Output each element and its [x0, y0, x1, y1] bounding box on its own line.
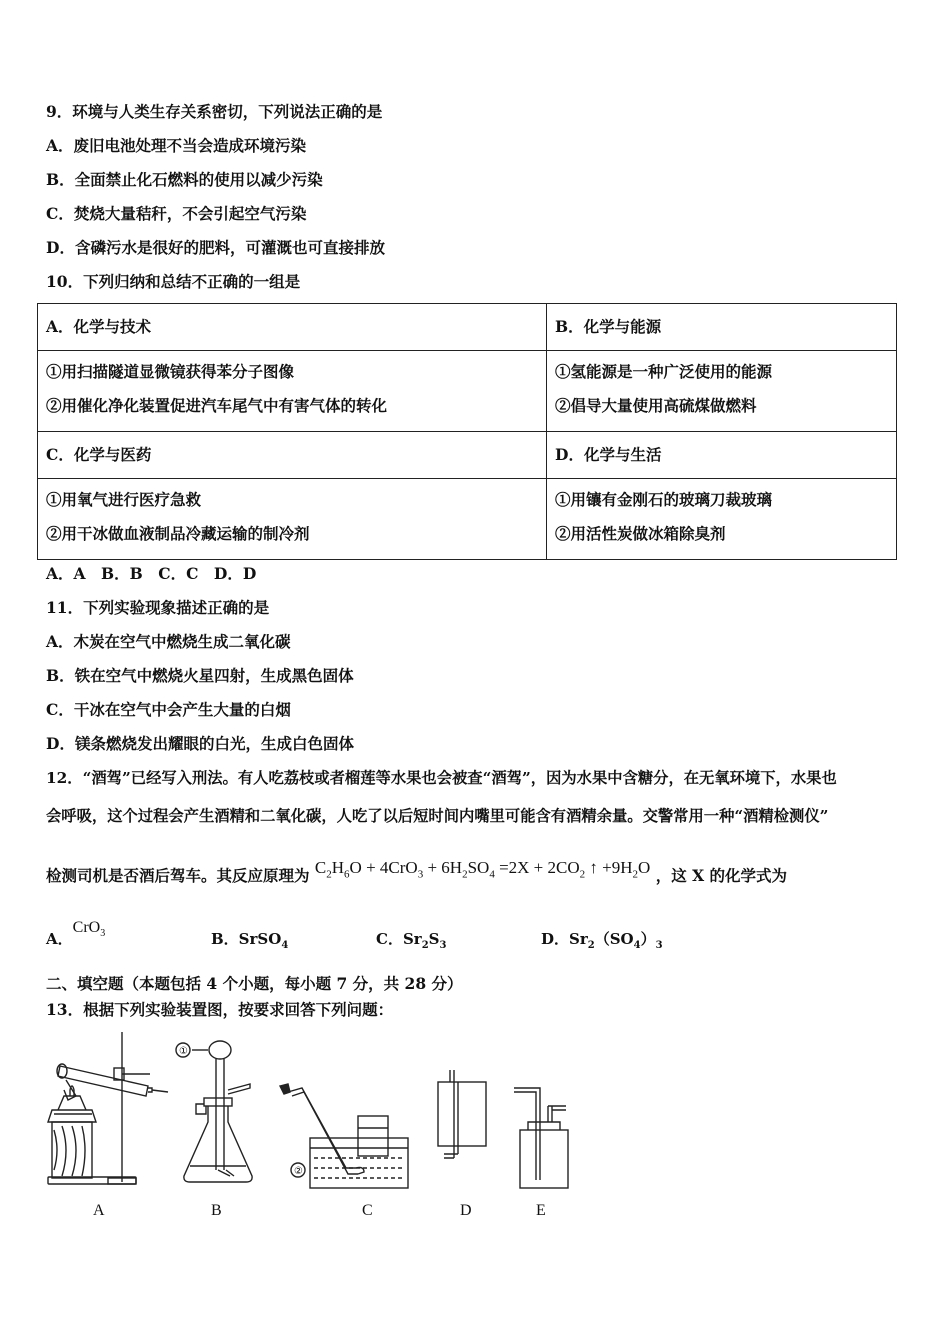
q10-options: A．A B．B C．C D．D: [46, 564, 257, 583]
callout-2: ②: [294, 1166, 303, 1177]
q9-option-c: C．焚烧大量秸秆，不会引起空气污染: [46, 204, 307, 223]
q11-option-c: C．干冰在空气中会产生大量的白烟: [46, 700, 291, 719]
q10-cell-c-body: [38, 479, 547, 560]
q11-stem: 11．下列实验现象描述正确的是: [46, 598, 270, 617]
q10-cell-a-body: [38, 351, 547, 432]
figure-label-b: B: [211, 1202, 222, 1219]
q9-option-b: B．全面禁止化石燃料的使用以减少污染: [46, 170, 323, 189]
q10-cell-a-title: A．化学与技术: [38, 304, 547, 351]
q10-cell-b-body: [547, 351, 897, 432]
apparatus-a-heating-setup: [48, 1032, 168, 1184]
q12-option-b: B．SrSO$_4$: [211, 930, 289, 951]
q10-a-item-1: ①用扫描隧道显微镜获得苯分子图像: [46, 362, 295, 381]
q11-option-b: B．铁在空气中燃烧火星四射，生成黑色固体: [46, 666, 354, 685]
q11-option-d: D．镁条燃烧发出耀眼的白光，生成白色固体: [46, 734, 354, 753]
q9-stem: 9．环境与人类生存关系密切，下列说法正确的是: [46, 102, 383, 121]
q10-a-item-2: ②用催化净化装置促进汽车尾气中有害气体的转化: [46, 396, 388, 415]
apparatus-figure: [40, 1030, 600, 1200]
q12-reaction-equation: $C_2H_6O + 4CrO_3 + 6H_2SO_4 =2X + 2CO_2$ ↑ $+9H_2O$: [314, 858, 651, 881]
q9-option-d: D．含磷污水是很好的肥料，可灌溉也可直接排放: [46, 238, 385, 257]
q10-b-item-1: ①氢能源是一种广泛使用的能源: [555, 362, 773, 381]
q12-option-d: D．$Sr_2(SO_4)_3$: [541, 930, 663, 951]
q10-b-item-2: ②倡导大量使用高硫煤做燃料: [555, 396, 757, 415]
q10-d-item-1: ①用镶有金刚石的玻璃刀裁玻璃: [555, 490, 773, 509]
q10-stem: 10．下列归纳和总结不正确的一组是: [46, 272, 301, 291]
q13-stem: 13．根据下列实验装置图，按要求回答下列问题：: [46, 1000, 394, 1019]
apparatus-d-bottle: [438, 1070, 486, 1158]
q12-line-1: 12．“酒驾”已经写入刑法。有人吃荔枝或者榴莲等水果也会被查“酒驾”，因为水果中含糖分，在无氧环境下，水果也: [46, 769, 837, 787]
q12-option-a: A．CrO$_3$: [46, 919, 106, 948]
q10-table: [37, 303, 897, 560]
figure-label-a: A: [93, 1202, 105, 1219]
callout-1: ①: [179, 1046, 188, 1057]
q10-c-item-1: ①用氧气进行医疗急救: [46, 490, 202, 509]
q12-line-2: 会呼吸，这个过程会产生酒精和二氧化碳，人吃了以后短时间内嘴里可能含有酒精余量。交警常用一种“酒精检测仪”: [46, 807, 829, 825]
q10-cell-d-body: [547, 479, 897, 560]
q12-line-3: [46, 858, 788, 892]
q10-cell-c-title: C．化学与医药: [38, 432, 547, 479]
q12-option-c: C．$Sr_2S_3$: [376, 930, 447, 951]
q10-c-item-2: ②用干冰做血液制品冷藏运输的制冷剂: [46, 524, 310, 543]
apparatus-e-bottle: [514, 1088, 568, 1188]
q12-line-3-pre: 检测司机是否酒后驾车。其反应原理为: [46, 866, 310, 885]
figure-label-e: E: [536, 1202, 546, 1219]
q9-option-a: A．废旧电池处理不当会造成环境污染: [46, 136, 307, 155]
q12-line-3-post: ，这 X 的化学式为: [655, 866, 788, 885]
q10-cell-b-title: B．化学与能源: [547, 304, 897, 351]
section2-title: 二、填空题（本题包括 4 个小题，每小题 7 分，共 28 分）: [46, 974, 463, 993]
apparatus-b-flask: [176, 1041, 252, 1182]
figure-label-d: D: [460, 1202, 472, 1219]
q10-d-item-2: ②用活性炭做冰箱除臭剂: [555, 524, 726, 543]
figure-label-c: C: [362, 1202, 373, 1219]
q10-cell-d-title: D．化学与生活: [547, 432, 897, 479]
q11-option-a: A．木炭在空气中燃烧生成二氧化碳: [46, 632, 291, 651]
